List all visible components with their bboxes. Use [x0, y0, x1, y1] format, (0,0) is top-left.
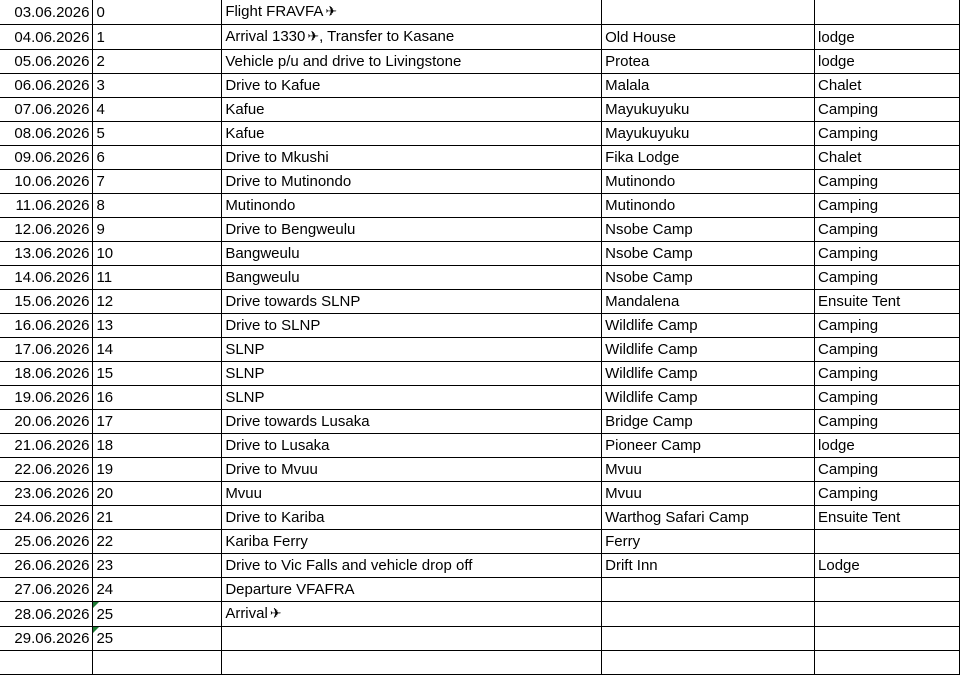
- accommodation-type-cell[interactable]: [815, 602, 960, 627]
- activity-cell[interactable]: [222, 482, 602, 506]
- activity-cell[interactable]: [222, 651, 602, 675]
- accommodation-cell-text: Bridge Camp: [605, 413, 693, 430]
- day-number-cell-text: 18: [96, 437, 114, 454]
- activity-cell-text: Drive to Bengweulu: [225, 221, 356, 238]
- accommodation-cell-text: Mayukuyuku: [605, 101, 690, 118]
- activity-cell[interactable]: [222, 627, 602, 651]
- day-number-cell[interactable]: [93, 434, 222, 458]
- date-cell-text: 05.06.2026: [14, 53, 90, 70]
- day-number-cell-text: 7: [96, 173, 105, 190]
- accommodation-type-cell[interactable]: [815, 338, 960, 362]
- table-row: [0, 170, 960, 194]
- accommodation-type-cell-text: Camping: [818, 101, 879, 118]
- accommodation-type-cell[interactable]: [815, 554, 960, 578]
- accommodation-cell[interactable]: [602, 530, 815, 554]
- table-row: [0, 218, 960, 242]
- day-number-cell-text: 0: [96, 3, 105, 21]
- activity-cell-text: Mutinondo: [225, 197, 296, 214]
- accommodation-cell[interactable]: [602, 194, 815, 218]
- accommodation-cell-text: Mayukuyuku: [605, 125, 690, 142]
- activity-cell[interactable]: [222, 458, 602, 482]
- accommodation-cell[interactable]: [602, 146, 815, 170]
- day-number-cell[interactable]: [93, 530, 222, 554]
- arrival-plane-icon: ✈: [269, 606, 282, 622]
- day-number-cell-text: 24: [96, 581, 114, 598]
- activity-cell[interactable]: [222, 506, 602, 530]
- activity-cell[interactable]: [222, 146, 602, 170]
- day-number-cell[interactable]: [93, 0, 222, 25]
- day-number-cell-text: 22: [96, 533, 114, 550]
- accommodation-type-cell-text: Camping: [818, 413, 879, 430]
- day-number-cell-text: 6: [96, 149, 105, 166]
- activity-cell-text: SLNP: [225, 341, 265, 358]
- date-cell-text: 17.06.2026: [14, 341, 90, 358]
- activity-cell[interactable]: [222, 386, 602, 410]
- table-row: [0, 25, 960, 50]
- activity-cell[interactable]: [222, 290, 602, 314]
- accommodation-type-cell-text: Camping: [818, 365, 879, 382]
- date-cell[interactable]: [0, 98, 93, 122]
- accommodation-cell[interactable]: [602, 74, 815, 98]
- accommodation-cell[interactable]: [602, 434, 815, 458]
- day-number-cell[interactable]: [93, 602, 222, 627]
- table-row: [0, 0, 960, 25]
- accommodation-type-cell-text: Chalet: [818, 77, 862, 94]
- activity-cell-text: Kafue: [225, 125, 265, 142]
- activity-cell[interactable]: [222, 98, 602, 122]
- accommodation-type-cell[interactable]: [815, 146, 960, 170]
- accommodation-cell-text: Old House: [605, 28, 676, 46]
- accommodation-cell[interactable]: [602, 554, 815, 578]
- date-cell[interactable]: [0, 506, 93, 530]
- accommodation-cell-text: Nsobe Camp: [605, 245, 693, 262]
- day-number-cell[interactable]: [93, 98, 222, 122]
- table-row: [0, 458, 960, 482]
- activity-cell-text: Drive to Lusaka: [225, 437, 330, 454]
- accommodation-cell[interactable]: [602, 122, 815, 146]
- date-cell-text: 21.06.2026: [14, 437, 90, 454]
- table-row: [0, 386, 960, 410]
- day-number-cell-text: 1: [96, 28, 105, 46]
- date-cell[interactable]: [0, 530, 93, 554]
- accommodation-cell[interactable]: [602, 627, 815, 651]
- activity-cell[interactable]: [222, 194, 602, 218]
- activity-suffix-text: , Transfer to Kasane: [319, 28, 455, 45]
- accommodation-type-cell[interactable]: [815, 651, 960, 675]
- activity-cell-text: Kafue: [225, 101, 265, 118]
- activity-cell-text: Arrival 1330: [225, 28, 306, 45]
- activity-cell-text: SLNP: [225, 365, 265, 382]
- activity-cell[interactable]: [222, 434, 602, 458]
- accommodation-cell[interactable]: [602, 242, 815, 266]
- day-number-cell[interactable]: [93, 218, 222, 242]
- accommodation-type-cell-text: Camping: [818, 221, 879, 238]
- day-number-cell-text: 15: [96, 365, 114, 382]
- accommodation-type-cell[interactable]: [815, 242, 960, 266]
- date-cell[interactable]: [0, 434, 93, 458]
- activity-cell-text: Drive towards SLNP: [225, 293, 361, 310]
- activity-cell-text: Flight FRAVFA: [225, 3, 324, 20]
- accommodation-type-cell[interactable]: [815, 386, 960, 410]
- date-cell[interactable]: [0, 146, 93, 170]
- day-number-cell[interactable]: [93, 410, 222, 434]
- date-cell[interactable]: [0, 74, 93, 98]
- accommodation-type-cell[interactable]: [815, 194, 960, 218]
- activity-cell-text: Drive to Mkushi: [225, 149, 329, 166]
- accommodation-type-cell-text: Camping: [818, 461, 879, 478]
- table-row: [0, 266, 960, 290]
- date-cell[interactable]: [0, 290, 93, 314]
- day-number-cell-text: 9: [96, 221, 105, 238]
- accommodation-cell[interactable]: [602, 578, 815, 602]
- day-number-cell-text: 10: [96, 245, 114, 262]
- date-cell-text: 19.06.2026: [14, 389, 90, 406]
- date-cell[interactable]: [0, 651, 93, 675]
- cell-comment-marker: [93, 627, 99, 633]
- accommodation-cell[interactable]: [602, 338, 815, 362]
- accommodation-type-cell-text: Camping: [818, 485, 879, 502]
- table-row: [0, 122, 960, 146]
- date-cell-text: 08.06.2026: [14, 125, 90, 142]
- activity-cell-text: Bangweulu: [225, 269, 300, 286]
- date-cell[interactable]: [0, 458, 93, 482]
- accommodation-cell-text: Mutinondo: [605, 197, 676, 214]
- activity-cell[interactable]: [222, 50, 602, 74]
- accommodation-type-cell-text: Camping: [818, 245, 879, 262]
- accommodation-type-cell-text: Camping: [818, 269, 879, 286]
- table-row: [0, 50, 960, 74]
- table-row: [0, 338, 960, 362]
- table-row: [0, 651, 960, 675]
- date-cell[interactable]: [0, 266, 93, 290]
- day-number-cell[interactable]: [93, 386, 222, 410]
- day-number-cell-text: 4: [96, 101, 105, 118]
- activity-cell[interactable]: [222, 170, 602, 194]
- date-cell-text: 27.06.2026: [14, 581, 90, 598]
- accommodation-type-cell[interactable]: [815, 506, 960, 530]
- accommodation-cell-text: Wildlife Camp: [605, 317, 698, 334]
- table-row: [0, 290, 960, 314]
- table-row: [0, 362, 960, 386]
- accommodation-type-cell[interactable]: [815, 266, 960, 290]
- date-cell[interactable]: [0, 578, 93, 602]
- accommodation-cell-text: Fika Lodge: [605, 149, 680, 166]
- day-number-cell-text: 11: [96, 269, 113, 286]
- date-cell[interactable]: [0, 362, 93, 386]
- accommodation-type-cell[interactable]: [815, 122, 960, 146]
- date-cell[interactable]: [0, 338, 93, 362]
- day-number-cell-text: 13: [96, 317, 114, 334]
- date-cell[interactable]: [0, 554, 93, 578]
- accommodation-type-cell-text: Ensuite Tent: [818, 509, 901, 526]
- accommodation-cell[interactable]: [602, 482, 815, 506]
- accommodation-type-cell[interactable]: [815, 410, 960, 434]
- table-row: [0, 146, 960, 170]
- accommodation-cell[interactable]: [602, 50, 815, 74]
- date-cell-text: 20.06.2026: [14, 413, 90, 430]
- day-number-cell[interactable]: [93, 50, 222, 74]
- activity-cell[interactable]: [222, 25, 602, 50]
- date-cell[interactable]: [0, 602, 93, 627]
- date-cell-text: 09.06.2026: [14, 149, 90, 166]
- accommodation-cell-text: Warthog Safari Camp: [605, 509, 749, 526]
- accommodation-cell-text: Protea: [605, 53, 650, 70]
- table-row: [0, 602, 960, 627]
- accommodation-cell[interactable]: [602, 0, 815, 25]
- accommodation-cell[interactable]: [602, 506, 815, 530]
- date-cell[interactable]: [0, 627, 93, 651]
- accommodation-type-cell[interactable]: [815, 74, 960, 98]
- accommodation-type-cell[interactable]: [815, 218, 960, 242]
- departure-plane-icon: ✈: [325, 4, 338, 20]
- date-cell[interactable]: [0, 386, 93, 410]
- day-number-cell[interactable]: [93, 194, 222, 218]
- accommodation-type-cell[interactable]: [815, 314, 960, 338]
- accommodation-cell[interactable]: [602, 410, 815, 434]
- date-cell-text: 04.06.2026: [14, 28, 90, 46]
- accommodation-cell-text: Wildlife Camp: [605, 341, 698, 358]
- activity-cell-text: Vehicle p/u and drive to Livingstone: [225, 53, 462, 70]
- table-row: [0, 506, 960, 530]
- accommodation-cell-text: Nsobe Camp: [605, 269, 693, 286]
- accommodation-type-cell[interactable]: [815, 627, 960, 651]
- accommodation-cell-text: Mutinondo: [605, 173, 676, 190]
- accommodation-cell-text: Mvuu: [605, 461, 642, 478]
- accommodation-cell[interactable]: [602, 98, 815, 122]
- accommodation-cell-text: Wildlife Camp: [605, 389, 698, 406]
- activity-cell-text: Drive to SLNP: [225, 317, 321, 334]
- activity-cell[interactable]: [222, 314, 602, 338]
- activity-cell-text: Drive to Kafue: [225, 77, 321, 94]
- accommodation-cell-text: Nsobe Camp: [605, 221, 693, 238]
- date-cell-text: 23.06.2026: [14, 485, 90, 502]
- accommodation-cell-text: Wildlife Camp: [605, 365, 698, 382]
- day-number-cell-text: 17: [96, 413, 114, 430]
- accommodation-cell[interactable]: [602, 218, 815, 242]
- date-cell-text: 16.06.2026: [14, 317, 90, 334]
- accommodation-cell-text: Pioneer Camp: [605, 437, 702, 454]
- table-row: [0, 410, 960, 434]
- day-number-cell[interactable]: [93, 482, 222, 506]
- day-number-cell[interactable]: [93, 242, 222, 266]
- accommodation-type-cell-text: Chalet: [818, 149, 862, 166]
- accommodation-type-cell-text: Ensuite Tent: [818, 293, 901, 310]
- date-cell-text: 25.06.2026: [14, 533, 90, 550]
- activity-cell[interactable]: [222, 242, 602, 266]
- day-number-cell[interactable]: [93, 338, 222, 362]
- accommodation-type-cell-text: lodge: [818, 437, 855, 454]
- date-cell-text: 22.06.2026: [14, 461, 90, 478]
- activity-cell-text: Departure VFAFRA: [225, 581, 355, 598]
- accommodation-cell[interactable]: [602, 290, 815, 314]
- accommodation-type-cell[interactable]: [815, 290, 960, 314]
- table-row: [0, 434, 960, 458]
- accommodation-cell[interactable]: [602, 25, 815, 50]
- day-number-cell[interactable]: [93, 146, 222, 170]
- activity-cell[interactable]: [222, 530, 602, 554]
- activity-cell[interactable]: [222, 410, 602, 434]
- accommodation-type-cell[interactable]: [815, 362, 960, 386]
- table-row: [0, 578, 960, 602]
- table-row: [0, 98, 960, 122]
- date-cell[interactable]: [0, 25, 93, 50]
- arrival-plane-icon: ✈: [307, 29, 320, 45]
- date-cell-text: 14.06.2026: [14, 269, 90, 286]
- day-number-cell-text: 20: [96, 485, 114, 502]
- day-number-cell-text: 21: [96, 509, 114, 526]
- table-row: [0, 554, 960, 578]
- activity-cell-text: Drive towards Lusaka: [225, 413, 370, 430]
- accommodation-type-cell[interactable]: [815, 482, 960, 506]
- accommodation-cell-text: Mandalena: [605, 293, 680, 310]
- day-number-cell-text: 14: [96, 341, 114, 358]
- accommodation-cell-text: Malala: [605, 77, 650, 94]
- accommodation-type-cell-text: Camping: [818, 389, 879, 406]
- date-cell[interactable]: [0, 314, 93, 338]
- date-cell-text: 07.06.2026: [14, 101, 90, 118]
- day-number-cell-text: 8: [96, 197, 105, 214]
- activity-cell[interactable]: [222, 218, 602, 242]
- table-row: [0, 74, 960, 98]
- day-number-cell-text: 19: [96, 461, 114, 478]
- accommodation-type-cell[interactable]: [815, 50, 960, 74]
- accommodation-type-cell-text: Camping: [818, 173, 879, 190]
- day-number-cell[interactable]: [93, 314, 222, 338]
- activity-cell-text: Drive to Mutinondo: [225, 173, 352, 190]
- accommodation-type-cell[interactable]: [815, 578, 960, 602]
- date-cell[interactable]: [0, 482, 93, 506]
- accommodation-type-cell-text: Camping: [818, 341, 879, 358]
- activity-cell[interactable]: [222, 74, 602, 98]
- activity-cell-text: Drive to Mvuu: [225, 461, 318, 478]
- activity-cell[interactable]: [222, 578, 602, 602]
- day-number-cell[interactable]: [93, 554, 222, 578]
- activity-cell-text: Drive to Vic Falls and vehicle drop off: [225, 557, 473, 574]
- accommodation-cell-text: Ferry: [605, 533, 641, 550]
- date-cell-text: 15.06.2026: [14, 293, 90, 310]
- date-cell-text: 18.06.2026: [14, 365, 90, 382]
- accommodation-type-cell[interactable]: [815, 458, 960, 482]
- table-row: [0, 242, 960, 266]
- activity-cell-text: Drive to Kariba: [225, 509, 325, 526]
- date-cell[interactable]: [0, 0, 93, 25]
- accommodation-type-cell-text: Camping: [818, 317, 879, 334]
- day-number-cell-text: 5: [96, 125, 105, 142]
- activity-cell[interactable]: [222, 266, 602, 290]
- accommodation-type-cell[interactable]: [815, 530, 960, 554]
- date-cell[interactable]: [0, 218, 93, 242]
- day-number-cell[interactable]: [93, 74, 222, 98]
- day-number-cell[interactable]: [93, 266, 222, 290]
- table-row: [0, 314, 960, 338]
- date-cell-text: 11.06.2026: [15, 197, 90, 214]
- date-cell-text: 24.06.2026: [14, 509, 90, 526]
- accommodation-type-cell-text: Camping: [818, 125, 879, 142]
- day-number-cell-text: 25: [96, 630, 114, 647]
- accommodation-type-cell[interactable]: [815, 0, 960, 25]
- date-cell-text: 26.06.2026: [14, 557, 90, 574]
- activity-cell-text: Bangweulu: [225, 245, 300, 262]
- date-cell[interactable]: [0, 170, 93, 194]
- date-cell-text: 28.06.2026: [14, 605, 90, 623]
- accommodation-cell-text: Mvuu: [605, 485, 642, 502]
- date-cell-text: 10.06.2026: [14, 173, 90, 190]
- activity-cell-text: Mvuu: [225, 485, 262, 502]
- accommodation-cell[interactable]: [602, 266, 815, 290]
- activity-cell-text: Kariba Ferry: [225, 533, 308, 550]
- day-number-cell-text: 23: [96, 557, 114, 574]
- accommodation-type-cell[interactable]: [815, 170, 960, 194]
- table-row: [0, 530, 960, 554]
- day-number-cell[interactable]: [93, 122, 222, 146]
- date-cell[interactable]: [0, 50, 93, 74]
- date-cell-text: 12.06.2026: [14, 221, 90, 238]
- accommodation-cell[interactable]: [602, 362, 815, 386]
- date-cell[interactable]: [0, 410, 93, 434]
- day-number-cell[interactable]: [93, 362, 222, 386]
- accommodation-type-cell-text: Lodge: [818, 557, 860, 574]
- table-row: [0, 627, 960, 651]
- day-number-cell[interactable]: [93, 578, 222, 602]
- day-number-cell[interactable]: [93, 25, 222, 50]
- date-cell[interactable]: [0, 122, 93, 146]
- accommodation-type-cell-text: lodge: [818, 53, 855, 70]
- date-cell-text: 29.06.2026: [14, 630, 90, 647]
- activity-cell[interactable]: [222, 0, 602, 25]
- table-row: [0, 194, 960, 218]
- accommodation-cell[interactable]: [602, 314, 815, 338]
- activity-cell[interactable]: [222, 554, 602, 578]
- date-cell-text: 03.06.2026: [14, 3, 90, 21]
- accommodation-cell[interactable]: [602, 602, 815, 627]
- activity-cell[interactable]: [222, 122, 602, 146]
- accommodation-type-cell[interactable]: [815, 434, 960, 458]
- activity-cell-text: Arrival: [225, 605, 268, 622]
- date-cell-text: 13.06.2026: [14, 245, 90, 262]
- date-cell-text: 06.06.2026: [14, 77, 90, 94]
- day-number-cell[interactable]: [93, 170, 222, 194]
- accommodation-type-cell[interactable]: [815, 98, 960, 122]
- accommodation-type-cell-text: lodge: [818, 28, 855, 46]
- day-number-cell-text: 3: [96, 77, 105, 94]
- accommodation-type-cell[interactable]: [815, 25, 960, 50]
- accommodation-cell[interactable]: [602, 386, 815, 410]
- day-number-cell-text: 16: [96, 389, 114, 406]
- day-number-cell[interactable]: [93, 627, 222, 651]
- date-cell[interactable]: [0, 242, 93, 266]
- cell-comment-marker: [93, 602, 99, 608]
- day-number-cell-text: 25: [96, 605, 114, 623]
- accommodation-cell[interactable]: [602, 458, 815, 482]
- day-number-cell-text: 12: [96, 293, 114, 310]
- activity-cell[interactable]: [222, 362, 602, 386]
- accommodation-cell[interactable]: [602, 170, 815, 194]
- activity-cell[interactable]: [222, 338, 602, 362]
- date-cell[interactable]: [0, 194, 93, 218]
- accommodation-cell-text: Drift Inn: [605, 557, 658, 574]
- day-number-cell-text: 2: [96, 53, 105, 70]
- day-number-cell[interactable]: [93, 290, 222, 314]
- activity-cell-text: SLNP: [225, 389, 265, 406]
- activity-cell[interactable]: [222, 602, 602, 627]
- accommodation-type-cell-text: Camping: [818, 197, 879, 214]
- day-number-cell[interactable]: [93, 651, 222, 675]
- table-row: [0, 482, 960, 506]
- accommodation-cell[interactable]: [602, 651, 815, 675]
- day-number-cell[interactable]: [93, 458, 222, 482]
- day-number-cell[interactable]: [93, 506, 222, 530]
